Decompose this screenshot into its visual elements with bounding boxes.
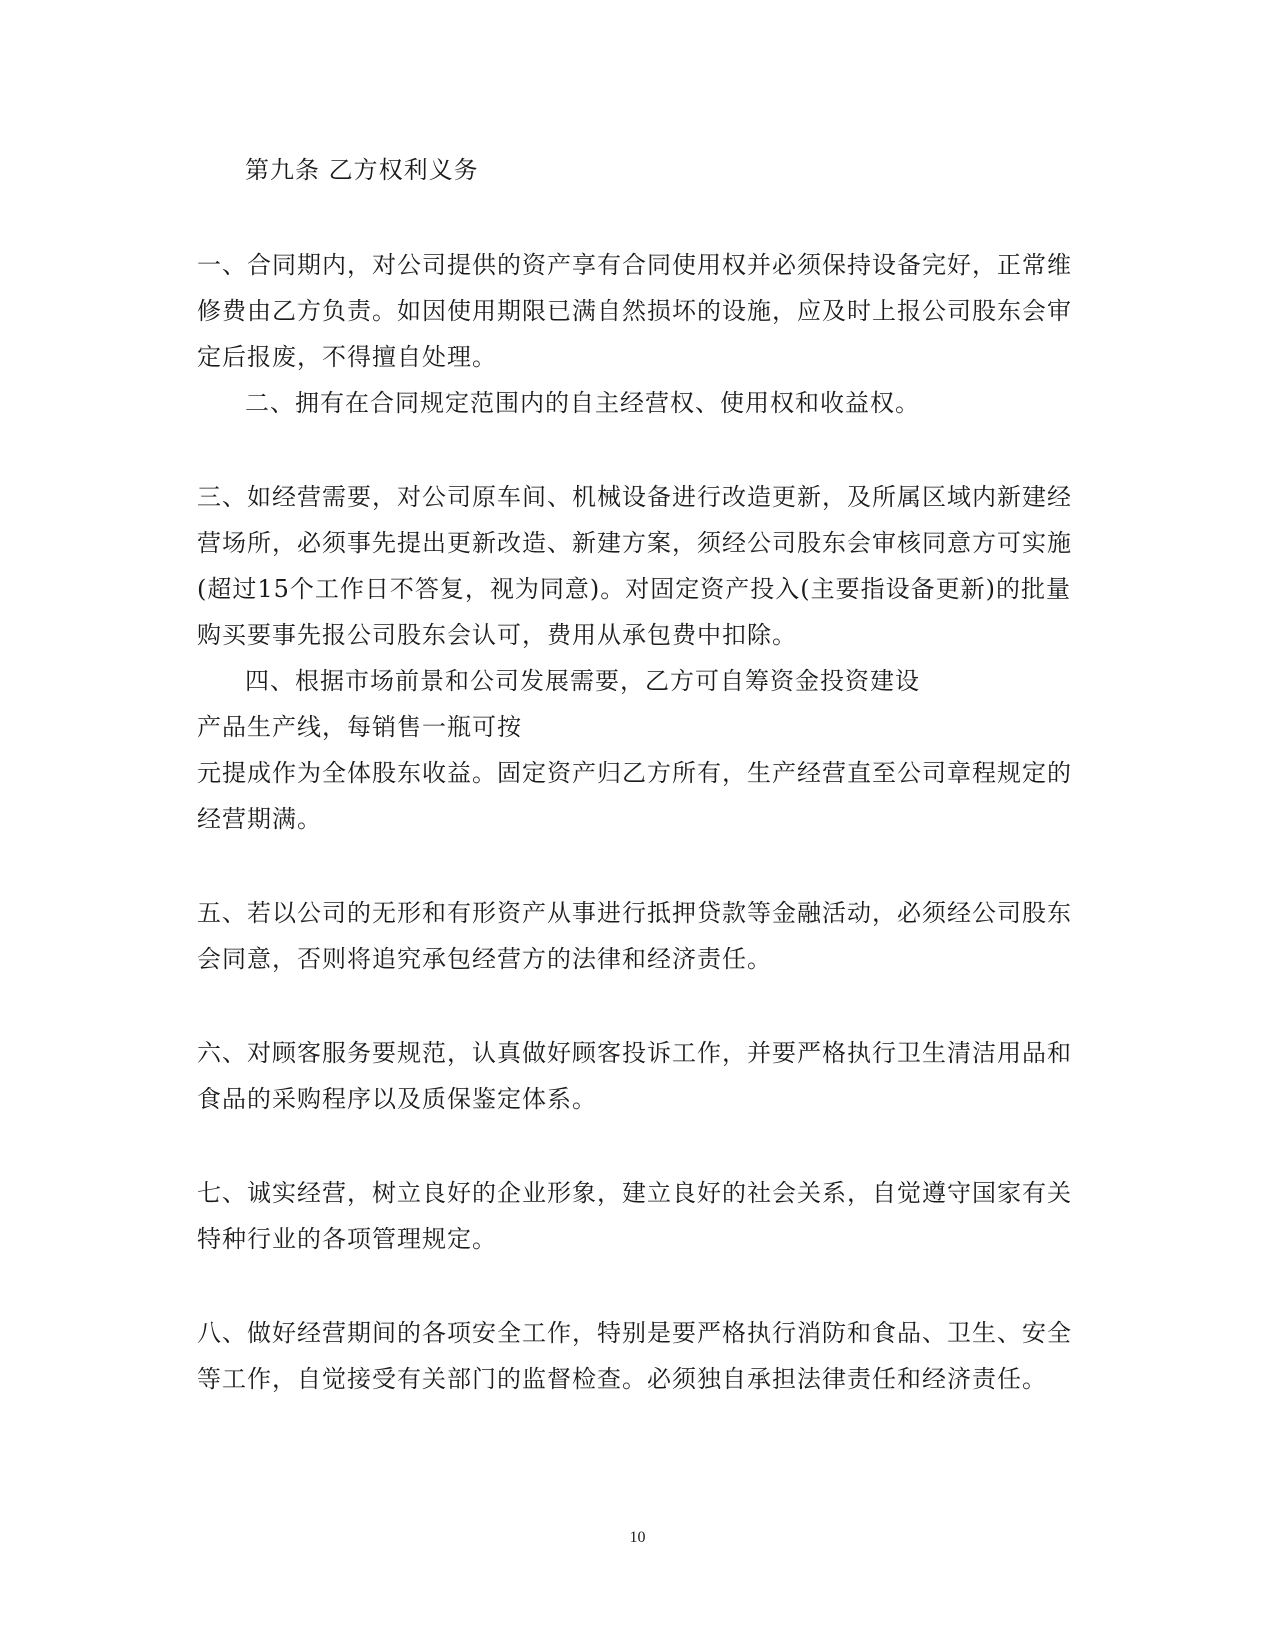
clause-3-line-4: 购买要事先报公司股东会认可，费用从承包费中扣除。 <box>197 621 797 649</box>
clause-5-line-1: 五、若以公司的无形和有形资产从事进行抵押贷款等金融活动，必须经公司股东 <box>197 899 1072 927</box>
clause-3-line-1: 三、如经营需要，对公司原车间、机械设备进行改造更新，及所属区域内新建经 <box>197 483 1072 511</box>
clause-4-line-1: 四、根据市场前景和公司发展需要，乙方可自筹资金投资建设 <box>245 667 920 695</box>
clause-7-line-1: 七、诚实经营，树立良好的企业形象，建立良好的社会关系，自觉遵守国家有关 <box>197 1179 1072 1207</box>
clause-8-line-1: 八、做好经营期间的各项安全工作，特别是要严格执行消防和食品、卫生、安全 <box>197 1319 1072 1347</box>
clause-5-line-2: 会同意，否则将追究承包经营方的法律和经济责任。 <box>197 945 772 973</box>
article-heading: 第九条 乙方权利义务 <box>245 156 479 184</box>
clause-6-line-2: 食品的采购程序以及质保鉴定体系。 <box>197 1085 597 1113</box>
page-number: 10 <box>629 1529 646 1546</box>
clause-3-line-2: 营场所，必须事先提出更新改造、新建方案，须经公司股东会审核同意方可实施 <box>197 529 1072 557</box>
clause-1-line-1: 一、合同期内，对公司提供的资产享有合同使用权并必须保持设备完好，正常维 <box>197 251 1072 279</box>
clause-3-line-3: (超过15个工作日不答复，视为同意)。对固定资产投入(主要指设备更新)的批量 <box>197 575 1071 603</box>
clause-1-line-2: 修费由乙方负责。如因使用期限已满自然损坏的设施，应及时上报公司股东会审 <box>197 297 1072 325</box>
clause-6-line-1: 六、对顾客服务要规范，认真做好顾客投诉工作，并要严格执行卫生清洁用品和 <box>197 1039 1072 1067</box>
clause-1-line-3: 定后报废，不得擅自处理。 <box>197 343 497 371</box>
clause-7-line-2: 特种行业的各项管理规定。 <box>197 1225 497 1253</box>
clause-8-line-2: 等工作，自觉接受有关部门的监督检查。必须独自承担法律责任和经济责任。 <box>197 1365 1047 1393</box>
clause-4-line-4: 经营期满。 <box>197 805 322 833</box>
clause-4-line-3: 元提成作为全体股东收益。固定资产归乙方所有，生产经营直至公司章程规定的 <box>197 759 1072 787</box>
clause-2-line-1: 二、拥有在合同规定范围内的自主经营权、使用权和收益权。 <box>245 389 920 417</box>
clause-4-line-2: 产品生产线，每销售一瓶可按 <box>197 713 522 741</box>
